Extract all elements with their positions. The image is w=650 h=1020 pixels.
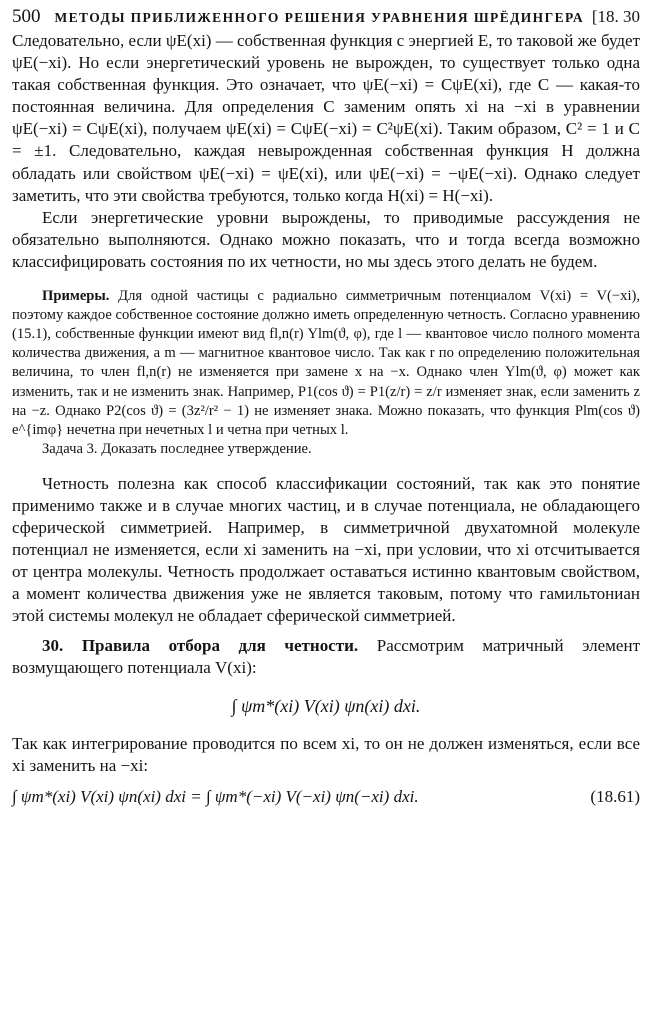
paragraph-parity-usefulness: Четность полезна как способ классификации состояний, так как это понятие применимо также и в случае многих частиц, и в случае потенциала, не обладающего сферической симметрией. Например, в симметричной двухатомной молекуле потенциал не изменяется, если xi заменить на −xi, при условии, что xi отсчитывается от центра молекулы. Четность продолжает оставаться истинно квантовым свойством, а момент количества движения уже не является таковым, потому что гамильтониан этой системы молекул не обладает сферической симметрией. — [12, 473, 640, 626]
examples-block — [12, 287, 640, 440]
paragraph-degeneracy: Следовательно, если ψE(xi) — собственная функция с энергией E, то таковой же будет ψE(−xi). Но если энергетический уровень не вырожден, то существует только одна такая собственная функция. Это означает, что ψE(−xi) = CψE(xi), где C — какая-то постоянная величина. Для определения C заменим опять xi на −xi в уравнении ψE(−xi) = CψE(xi), получаем ψE(xi) = CψE(−xi) = C²ψE(xi). Таким образом, C² = 1 и C = ±1. Следовательно, каждая невырожденная собственная функция H должна обладать или свойством ψE(−xi) = ψE(xi), или ψE(−xi) = −ψE(−xi). Однако следует заметить, что эти свойства требуются, только когда H(xi) = H(−xi). — [12, 31, 640, 205]
equation-18-61-expr: ∫ ψm*(xi) V(xi) ψn(xi) dxi = ∫ ψm*(−xi) V(−xi) ψn(−xi) dxi. — [12, 786, 419, 806]
paragraph-degenerate-levels: Если энергетические уровни вырождены, то приводимые рассуждения не обязательно выполняются. Однако можно показать, что и тогда всегда возможно классифицировать состояния по их четности, но мы здесь этого делать не будем. — [12, 207, 640, 271]
task-label: Задача 3. — [42, 440, 98, 457]
equation-number: (18.61) — [590, 786, 640, 806]
task-block — [12, 440, 640, 459]
section-30-title: 30. Правила отбора для четности. — [42, 635, 359, 655]
section-marker: [18. 30 — [591, 7, 640, 26]
section-30 — [12, 635, 640, 679]
examples-text: Для одной частицы с радиально симметричным потенциалом V(xi) = V(−xi), поэтому каждое собственное состояние должно иметь определенную четность. Согласно уравнению (15.1), собственные функции имеют вид fl,n(r) Ylm(ϑ, φ), где l — квантовое число полного момента количества движения, а m — магнитное квантовое число. Так как r по определению положительная величина, то член fl,n(r) не изменяется при замене x на −x. Однако член Ylm(ϑ, φ) может как изменить, так и не изменить знак. Например, P1(cos ϑ) = P1(z/r) = z/r изменяет знак, если заменить z на −z. Однако P2(cos ϑ) = (3z²/r² − 1) не изменяет знака. Можно показать, что функция Plm(cos ϑ) e^{imφ} нечетна при нечетных l и четна при четных l. — [12, 288, 641, 438]
paragraph-integration: Так как интегрирование проводится по всем xi, то он не должен изменяться, если все xi заменить на −xi: — [12, 733, 640, 775]
equation-matrix-element: ∫ ψm*(xi) V(xi) ψn(xi) dxi. — [231, 695, 421, 716]
page — [12, 6, 640, 817]
page-number: 500 — [12, 6, 41, 27]
examples-label: Примеры. — [42, 288, 110, 305]
task-text: Доказать последнее утверждение. — [101, 440, 312, 457]
section-30-text: Рассмотрим матричный элемент возмущающего потенциала V(xi): — [12, 635, 640, 677]
equation-18-61 — [12, 777, 640, 817]
running-header — [12, 6, 640, 30]
running-title: МЕТОДЫ ПРИБЛИЖЕННОГО РЕШЕНИЯ УРАВНЕНИЯ ШРЁДИНГЕРА — [54, 10, 585, 25]
